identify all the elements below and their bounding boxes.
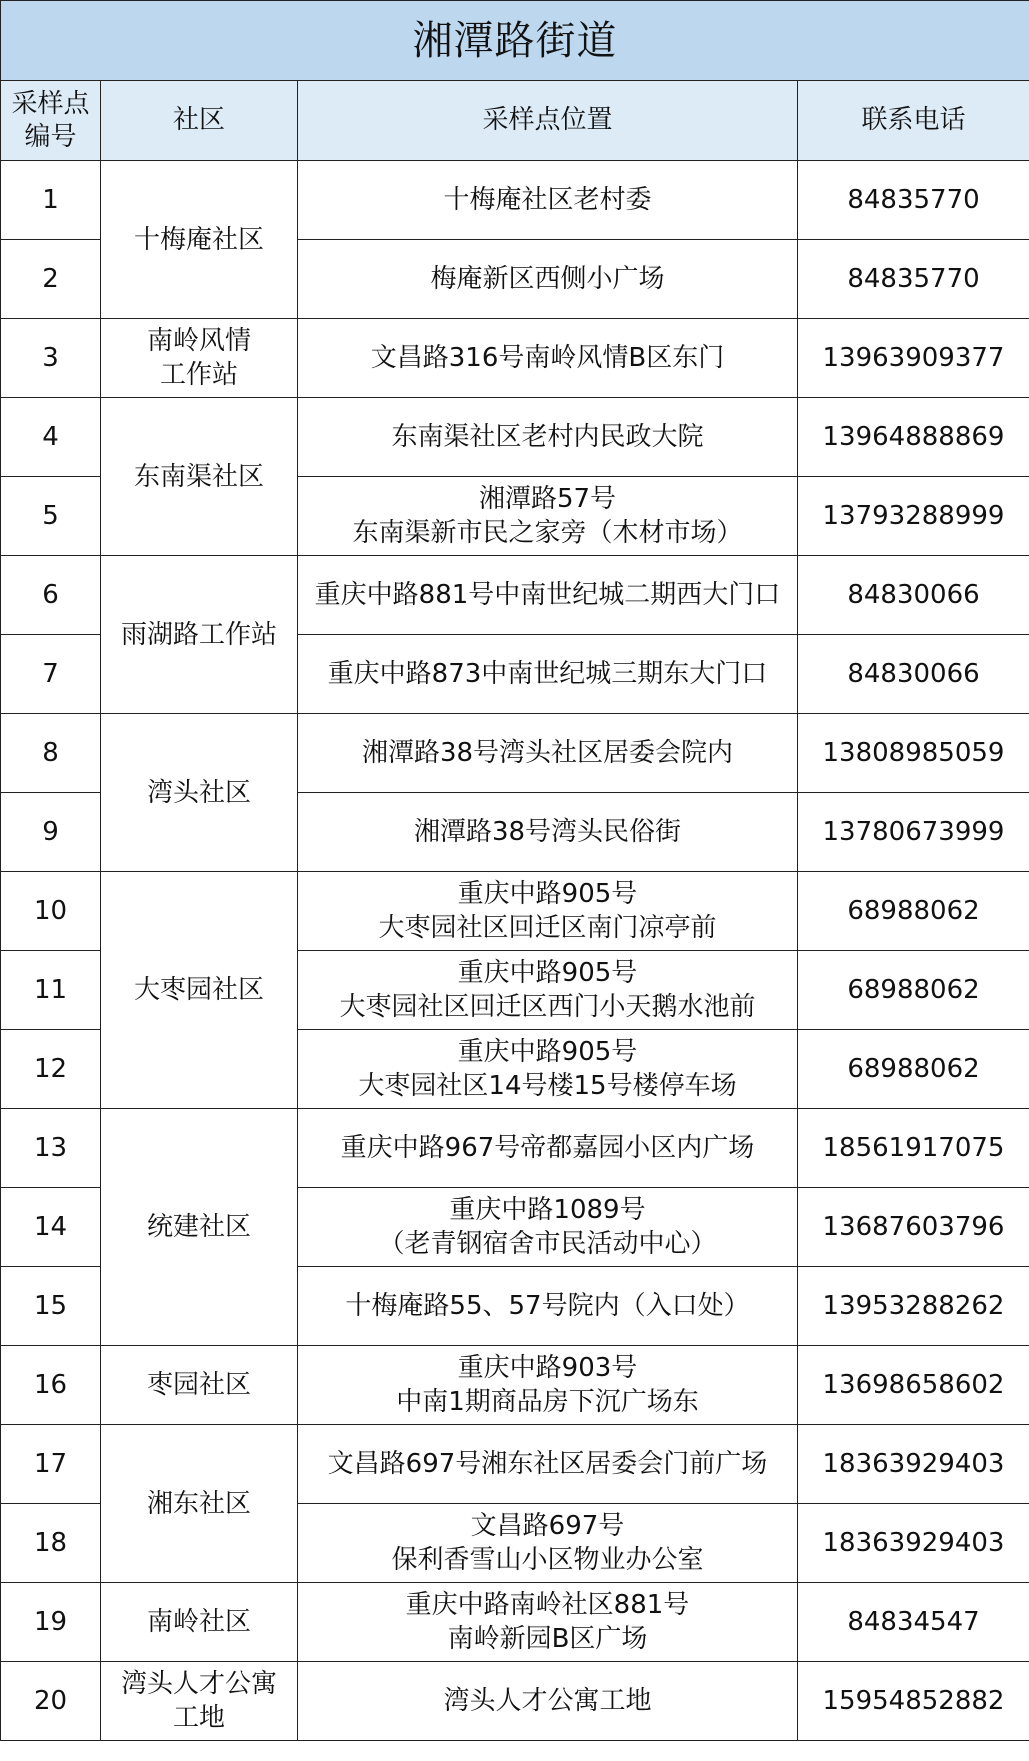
table-row	[1, 872, 1029, 951]
table-row	[1, 1346, 1029, 1425]
cell-phone: 13687603796	[798, 1188, 1029, 1267]
cell-sample-number: 7	[1, 635, 101, 714]
cell-location	[298, 951, 798, 1030]
cell-phone: 13964888869	[798, 398, 1029, 477]
location-line: 重庆中路南岭社区881号	[405, 1590, 690, 1620]
cell-phone: 84830066	[798, 635, 1029, 714]
location-line: 大枣园社区回迁区西门小天鹅水池前	[339, 992, 756, 1022]
location-line: 东南渠社区老村内民政大院	[391, 422, 704, 452]
cell-location	[298, 635, 798, 714]
location-line: （老青钢宿舍市民活动中心）	[378, 1229, 717, 1259]
cell-sample-number: 18	[1, 1504, 101, 1583]
header-row	[1, 81, 1029, 161]
cell-community	[101, 556, 298, 714]
cell-sample-number: 20	[1, 1662, 101, 1741]
cell-sample-number: 11	[1, 951, 101, 1030]
table-row	[1, 556, 1029, 635]
cell-phone: 84835770	[798, 240, 1029, 319]
cell-sample-number: 9	[1, 793, 101, 872]
cell-location	[298, 1504, 798, 1583]
cell-community	[101, 319, 298, 398]
cell-community	[101, 161, 298, 319]
cell-sample-number: 2	[1, 240, 101, 319]
community-name-line: 南岭风情	[146, 326, 251, 356]
cell-sample-number: 6	[1, 556, 101, 635]
cell-phone: 13698658602	[798, 1346, 1029, 1425]
cell-sample-number: 16	[1, 1346, 101, 1425]
location-line: 保利香雪山小区物业办公室	[391, 1545, 704, 1575]
cell-location	[298, 1267, 798, 1346]
community-name-line: 湾头人才公寓	[120, 1669, 277, 1699]
cell-location	[298, 398, 798, 477]
column-header-number	[1, 81, 101, 161]
column-header-number-line2: 编号	[24, 121, 77, 152]
location-line: 东南渠新市民之家旁（木材市场）	[352, 518, 743, 548]
location-line: 文昌路697号	[470, 1511, 625, 1541]
cell-phone: 18363929403	[798, 1504, 1029, 1583]
cell-location	[298, 1109, 798, 1188]
cell-sample-number: 5	[1, 477, 101, 556]
location-line: 梅庵新区西侧小广场	[430, 264, 665, 294]
community-name-line: 十梅庵社区	[133, 224, 264, 255]
community-name-line: 枣园社区	[146, 1370, 251, 1400]
location-line: 湘潭路38号湾头民俗街	[413, 817, 682, 847]
cell-sample-number: 19	[1, 1583, 101, 1662]
location-line: 重庆中路905号	[457, 958, 638, 988]
table-row	[1, 1662, 1029, 1741]
cell-location	[298, 1425, 798, 1504]
location-line: 文昌路697号湘东社区居委会门前广场	[327, 1449, 768, 1479]
location-line: 重庆中路967号帝都嘉园小区内广场	[340, 1133, 755, 1163]
location-line: 重庆中路903号	[457, 1353, 638, 1383]
location-line: 十梅庵路55、57号院内（入口处）	[345, 1291, 750, 1321]
location-line: 文昌路316号南岭风情B区东门	[370, 343, 725, 373]
community-name-line: 湘东社区	[146, 1488, 251, 1519]
table-body	[1, 161, 1029, 1741]
cell-location	[298, 793, 798, 872]
cell-phone: 13953288262	[798, 1267, 1029, 1346]
cell-location	[298, 556, 798, 635]
cell-sample-number: 1	[1, 161, 101, 240]
table-title: 湘潭路街道	[1, 1, 1029, 81]
location-line: 大枣园社区14号楼15号楼停车场	[358, 1071, 737, 1101]
cell-phone: 84834547	[798, 1583, 1029, 1662]
cell-community	[101, 1346, 298, 1425]
table-row	[1, 714, 1029, 793]
cell-phone: 68988062	[798, 1030, 1029, 1109]
cell-phone: 68988062	[798, 951, 1029, 1030]
cell-sample-number: 4	[1, 398, 101, 477]
community-name-line: 湾头社区	[146, 777, 251, 808]
location-line: 南岭新园B区广场	[447, 1624, 648, 1654]
cell-community	[101, 1109, 298, 1346]
cell-community	[101, 1662, 298, 1741]
cell-sample-number: 10	[1, 872, 101, 951]
cell-phone: 13808985059	[798, 714, 1029, 793]
cell-location	[298, 872, 798, 951]
cell-sample-number: 12	[1, 1030, 101, 1109]
cell-phone: 15954852882	[798, 1662, 1029, 1741]
community-name-line: 南岭社区	[146, 1607, 251, 1637]
cell-phone: 84830066	[798, 556, 1029, 635]
cell-phone: 18363929403	[798, 1425, 1029, 1504]
location-line: 湾头人才公寓工地	[443, 1686, 652, 1716]
title-row	[1, 1, 1029, 81]
column-header-number-line1: 采样点	[11, 88, 90, 119]
cell-community	[101, 398, 298, 556]
cell-location	[298, 714, 798, 793]
location-line: 中南1期商品房下沉广场东	[396, 1387, 699, 1417]
community-name-line: 统建社区	[146, 1212, 251, 1242]
column-header-phone: 联系电话	[798, 81, 1029, 161]
community-name-line: 大枣园社区	[133, 975, 264, 1005]
column-header-location: 采样点位置	[298, 81, 798, 161]
community-name-line: 雨湖路工作站	[120, 619, 277, 650]
cell-phone: 13793288999	[798, 477, 1029, 556]
cell-location	[298, 1030, 798, 1109]
cell-phone: 18561917075	[798, 1109, 1029, 1188]
cell-phone: 68988062	[798, 872, 1029, 951]
community-name-line: 工作站	[159, 360, 238, 390]
table-row	[1, 1425, 1029, 1504]
location-line: 重庆中路881号中南世纪城二期西大门口	[314, 580, 781, 610]
cell-sample-number: 3	[1, 319, 101, 398]
cell-community	[101, 872, 298, 1109]
table-row	[1, 319, 1029, 398]
cell-community	[101, 1583, 298, 1662]
community-name-line: 东南渠社区	[133, 461, 264, 492]
cell-sample-number: 13	[1, 1109, 101, 1188]
location-line: 湘潭路57号	[478, 484, 617, 514]
location-line: 大枣园社区回迁区南门凉亭前	[378, 913, 717, 943]
community-name-line: 工地	[172, 1703, 225, 1733]
cell-location	[298, 161, 798, 240]
location-line: 重庆中路1089号	[449, 1195, 646, 1225]
location-line: 十梅庵社区老村委	[443, 185, 652, 215]
cell-phone: 13963909377	[798, 319, 1029, 398]
cell-location	[298, 1662, 798, 1741]
location-line: 重庆中路905号	[457, 1037, 638, 1067]
location-line: 重庆中路905号	[457, 879, 638, 909]
location-line: 重庆中路873中南世纪城三期东大门口	[327, 659, 768, 689]
table-row	[1, 398, 1029, 477]
column-header-community: 社区	[101, 81, 298, 161]
table-row	[1, 161, 1029, 240]
cell-phone: 13780673999	[798, 793, 1029, 872]
cell-sample-number: 17	[1, 1425, 101, 1504]
table-row	[1, 1109, 1029, 1188]
location-line: 湘潭路38号湾头社区居委会院内	[361, 738, 734, 768]
cell-location	[298, 1346, 798, 1425]
cell-phone: 84835770	[798, 161, 1029, 240]
cell-community	[101, 1425, 298, 1583]
cell-location	[298, 1188, 798, 1267]
cell-sample-number: 8	[1, 714, 101, 793]
cell-location	[298, 240, 798, 319]
cell-sample-number: 15	[1, 1267, 101, 1346]
cell-location	[298, 319, 798, 398]
cell-location	[298, 1583, 798, 1662]
table-row	[1, 1583, 1029, 1662]
cell-community	[101, 714, 298, 872]
cell-sample-number: 14	[1, 1188, 101, 1267]
cell-location	[298, 477, 798, 556]
